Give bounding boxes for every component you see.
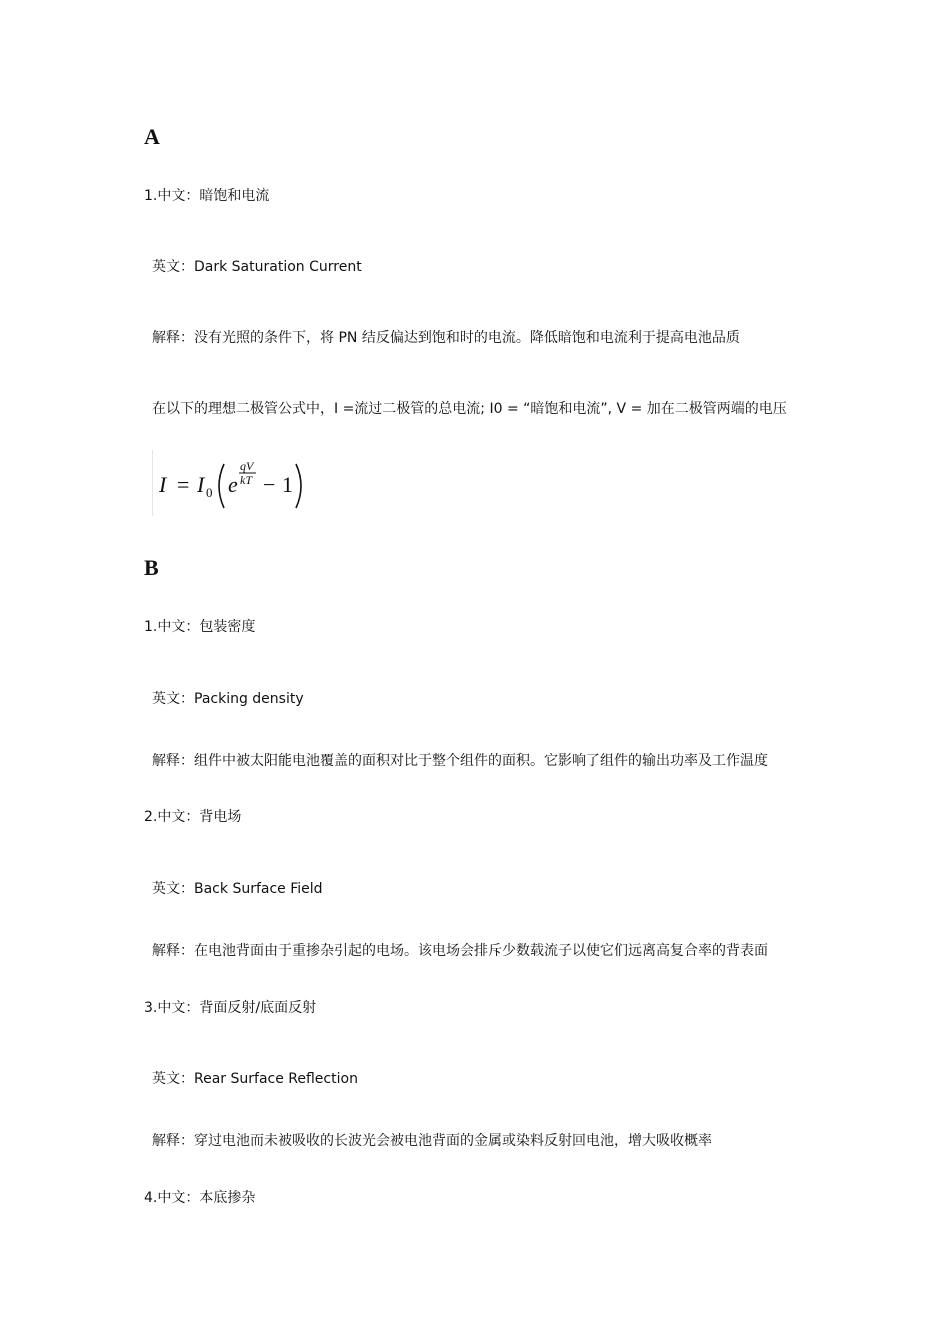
- formula-minus: −: [263, 472, 276, 497]
- term-chinese-b1: 1.中文：包装密度: [144, 619, 256, 635]
- formula-one: 1: [282, 472, 293, 497]
- term-english-b2: 英文：Back Surface Field: [152, 881, 323, 897]
- section-heading-a: A: [144, 124, 160, 149]
- formula-exp-numerator: qV: [240, 459, 254, 473]
- term-chinese-b2: 2.中文：背电场: [144, 809, 242, 825]
- formula-i0: I: [197, 472, 205, 497]
- term-chinese-a1: 1.中文：暗饱和电流: [144, 188, 270, 204]
- term-explanation-b3: 解释：穿过电池而未被吸收的长波光会被电池背面的金属或染料反射回电池，增大吸收概率: [152, 1133, 712, 1149]
- term-explanation-b1: 解释：组件中被太阳能电池覆盖的面积对比于整个组件的面积。它影响了组件的输出功率及工作温度: [152, 753, 768, 769]
- formula-exp-base: e: [228, 472, 238, 497]
- formula-equals: =: [177, 472, 190, 497]
- term-english-b3: 英文：Rear Surface Reflection: [152, 1071, 358, 1087]
- formula-left-paren: [219, 464, 224, 508]
- formula-right-paren: [296, 464, 301, 508]
- formula-intro-text: 在以下的理想二极管公式中，I =流过二极管的总电流; I0 = “暗饱和电流”, V = 加在二极管两端的电压: [152, 401, 787, 417]
- term-chinese-b3: 3.中文：背面反射/底面反射: [144, 1000, 317, 1016]
- term-chinese-b4: 4.中文：本底掺杂: [144, 1190, 256, 1206]
- term-explanation-a1: 解释：没有光照的条件下，将 PN 结反偏达到饱和时的电流。降低暗饱和电流利于提高电池品质: [152, 330, 740, 346]
- diode-equation-formula: [152, 450, 313, 516]
- section-heading-b: B: [144, 555, 159, 580]
- term-english-b1: 英文：Packing density: [152, 691, 304, 707]
- formula-current: I: [159, 472, 167, 497]
- formula-i0-subscript: 0: [206, 485, 213, 500]
- term-explanation-b2: 解释：在电池背面由于重掺杂引起的电场。该电场会排斥少数载流子以使它们远离高复合率的背表面: [152, 943, 768, 959]
- formula-exp-denominator: kT: [240, 473, 252, 487]
- term-english-a1: 英文：Dark Saturation Current: [152, 259, 362, 275]
